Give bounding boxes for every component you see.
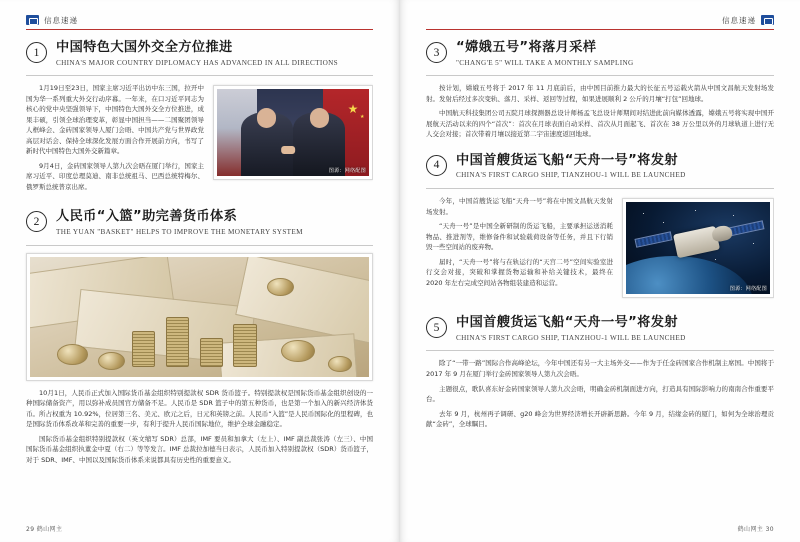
article-2-divider — [26, 245, 373, 246]
article-1 — [26, 40, 373, 196]
folio-left: 29 鹤山网主 — [26, 526, 63, 533]
article-4 — [426, 153, 774, 302]
spacecraft-photo — [626, 202, 770, 294]
article-5-divider — [426, 350, 774, 351]
article-3 — [426, 40, 774, 140]
folio-right: 鹤山网主 30 — [737, 526, 774, 533]
article-5-title-en: CHINA'S FIRST CARGO SHIP, TIANZHOU-1 WILL BE LAUNCHED — [456, 333, 686, 342]
article-4-title-cn: 中国首艘货运飞船“天舟一号”将发射 — [456, 152, 678, 168]
article-2-title-en: THE YUAN "BASKET" HELPS TO IMPROVE THE MONETARY SYSTEM — [56, 228, 303, 237]
article-4-titles — [456, 153, 774, 181]
article-3-number: 3 — [426, 42, 447, 63]
article-2-header — [26, 209, 373, 237]
article-5-paragraph-1: 除了“一带一路”国际合作高峰论坛，今年中国还有另一大主场外交——作为于任金砖国家合作机制主席国。中国将于 2017 年 9 月在厦门举行金砖国家领导人第九次会晤。 — [426, 359, 774, 378]
article-4-title-en: CHINA'S FIRST CARGO SHIP, TIANZHOU-1 WILL BE LAUNCHED — [456, 171, 686, 180]
article-5-titles — [456, 315, 774, 343]
article-4-header — [426, 153, 774, 181]
runhead-mark-icon — [26, 15, 39, 25]
article-1-title-en: CHINA'S MAJOR COUNTRY DIPLOMACY HAS ADVANCED IN ALL DIRECTIONS — [56, 58, 339, 67]
article-1-divider — [26, 75, 373, 76]
article-1-number: 1 — [26, 42, 47, 63]
article-3-divider — [426, 75, 774, 76]
article-3-paragraph-1: 按计划，嫦娥五号将于 2017 年 11 月底前后，由中国目前推力最大的长征五号运载火箭从中国文昌航天发射场发射。发射后经过多次变轨、落月、采样、返回等过程，如果进展顺利 2 公斤的月壤“打包”回地球。 — [426, 84, 774, 103]
article-2-titles — [56, 209, 373, 237]
article-3-paragraph-2: 中国航天科技集团公司五院月球探测器总设计师杨孟飞总设计师期间对结进此前向媒体透露，嫦娥五号将实现中国开展航天活动以来的四个“首次”：首次在月球表面自动采样、首次从月面起飞、首次在 38 万公里以外的月球轨道上进行无人交会对接；首次带着月壤以接近第二宇宙速度返回地球。 — [426, 109, 774, 139]
article-1-paragraph-1: 1月19日至23日，国家主席习近平出访中东三国，拉开中国为华一系列重大外交行动序幕。一年来，在口习近平同志为核心的党中央坚强领导下，中国特色大国外交全方位推进，成果丰硕，引领全球治理变革，彰显中国担当——二国聚团领导人框峰会、金砖国家领导人厦门会晤、中国共产党与世界政党高层对话会、保持全球深化发展方面合作开展前方向，书写了新时代中国特色大国外交新篇章。 — [26, 84, 204, 156]
article-4-number: 4 — [426, 155, 447, 176]
article-4-divider — [426, 188, 774, 189]
star-small-icon: ★ — [359, 115, 365, 121]
running-head-right — [426, 14, 774, 30]
article-5-number: 5 — [426, 317, 447, 338]
article-3-titles — [456, 40, 774, 68]
article-5-paragraph-3: 去年 9 月，杭州再子调研、g20 峰会为世界经济增长开辟新思路。今年 9 月，结缘金砖的厦门，如何为全球治理贡献“金砖”，全球瞩目。 — [426, 409, 774, 429]
article-3-header — [426, 40, 774, 68]
article-4-figure — [622, 198, 774, 298]
article-4-paragraph-3: 届时，“天舟一号”将与在轨运行的“天宫二号”空间实验室进行交会对接，突破和掌握货物运输和补给关键技术，最终在 2020 年左右完成空间站各物组装建造和运营。 — [426, 257, 613, 287]
article-2-number: 2 — [26, 211, 47, 232]
leaders-handshake-photo — [217, 89, 369, 176]
running-head-left — [26, 14, 373, 30]
coins-banknotes-photo — [30, 257, 369, 377]
article-1-figure — [213, 85, 373, 180]
runhead-label: 信息速递 — [44, 15, 78, 25]
article-5-title-cn: 中国首艘货运飞船“天舟一号”将发射 — [456, 315, 678, 331]
article-1-title-cn: 中国特色大国外交全方位推进 — [56, 40, 233, 55]
article-3-title-cn: “嫦娥五号”将落月采样 — [456, 40, 597, 55]
article-4-figure-caption: 图源：网络配图 — [729, 286, 767, 293]
article-2-figure — [26, 253, 373, 381]
article-2-paragraph-2: 国际货币基金组织特别提款权（英文缩写 SDR）总部，IMF 要员和加拿大（左上）、IMF 副总裁张涛（左三）、中国国际货币基金组织执董金中夏（右二）等等发言。IMF 总裁拉加德当日表示，人民币加入特别提款权（SDR）货币篮子，对于 SDR、IMF、中国以及国际货币体系来说都具有历史性的重要意义。 — [26, 434, 373, 464]
article-2 — [26, 209, 373, 465]
article-5-header — [426, 315, 774, 343]
star-icon: ★ — [347, 102, 359, 117]
runhead-label-right: 信息速递 — [722, 15, 756, 25]
runhead-mark-icon-right — [761, 15, 774, 25]
article-5-paragraph-2: 主题很点，歌队喜东好金砖国家领导人第九次会晤，明确金砖机制面进方向，打造具有国际影响力的南南合作重要平台。 — [426, 384, 774, 404]
article-5 — [426, 315, 774, 429]
article-4-paragraph-2: “天舟一号”是中国全新研制的货运飞船，主要承担运送消耗物品、推进剂等，维修备件和试验载荷设备等任务，并且下行销毁一些空间站的废弃物。 — [426, 222, 613, 252]
article-2-title-cn: 人民币“入篮”助完善货币体系 — [56, 209, 238, 225]
right-page — [400, 0, 800, 542]
article-1-header — [26, 40, 373, 68]
article-1-figure-caption: 图源：网络配图 — [328, 168, 366, 175]
article-3-title-en: "CHANG'E 5" WILL TAKE A MONTHLY SAMPLING — [456, 58, 634, 67]
article-1-titles — [56, 40, 373, 68]
article-2-paragraph-1: 10月1日，人民币正式加入国际货币基金组织特别提款权 SDR 货币篮子。特别提款权是国际货币基金组织创设的一种国际储备资产，用以弥补成员国官方储备不足。人民币是 SDR 篮子中的第五种货币，也是第一个加入的新兴经济体货币。所占权重为 10.92%，位居第三名、美元、欧元之后，日元和英镑之前。人民币“入篮”是人民币国际化的里程碑，也是国际货币体系改革和完善的重要一步，有利于提升人民币国际地位，维护全球金融稳定。 — [26, 388, 373, 429]
article-4-paragraph-1: 今年，中国首艘货运飞船“天舟一号”将在中国文昌航天发射场发射。 — [426, 197, 613, 216]
article-1-paragraph-2: 9月4日，金砖国家领导人第九次会晤在厦门举行，国家主席习近平、印度总理莫迪、南非总统祖马、巴西总统特梅尔、俄罗斯总统普京出席。 — [26, 161, 204, 191]
